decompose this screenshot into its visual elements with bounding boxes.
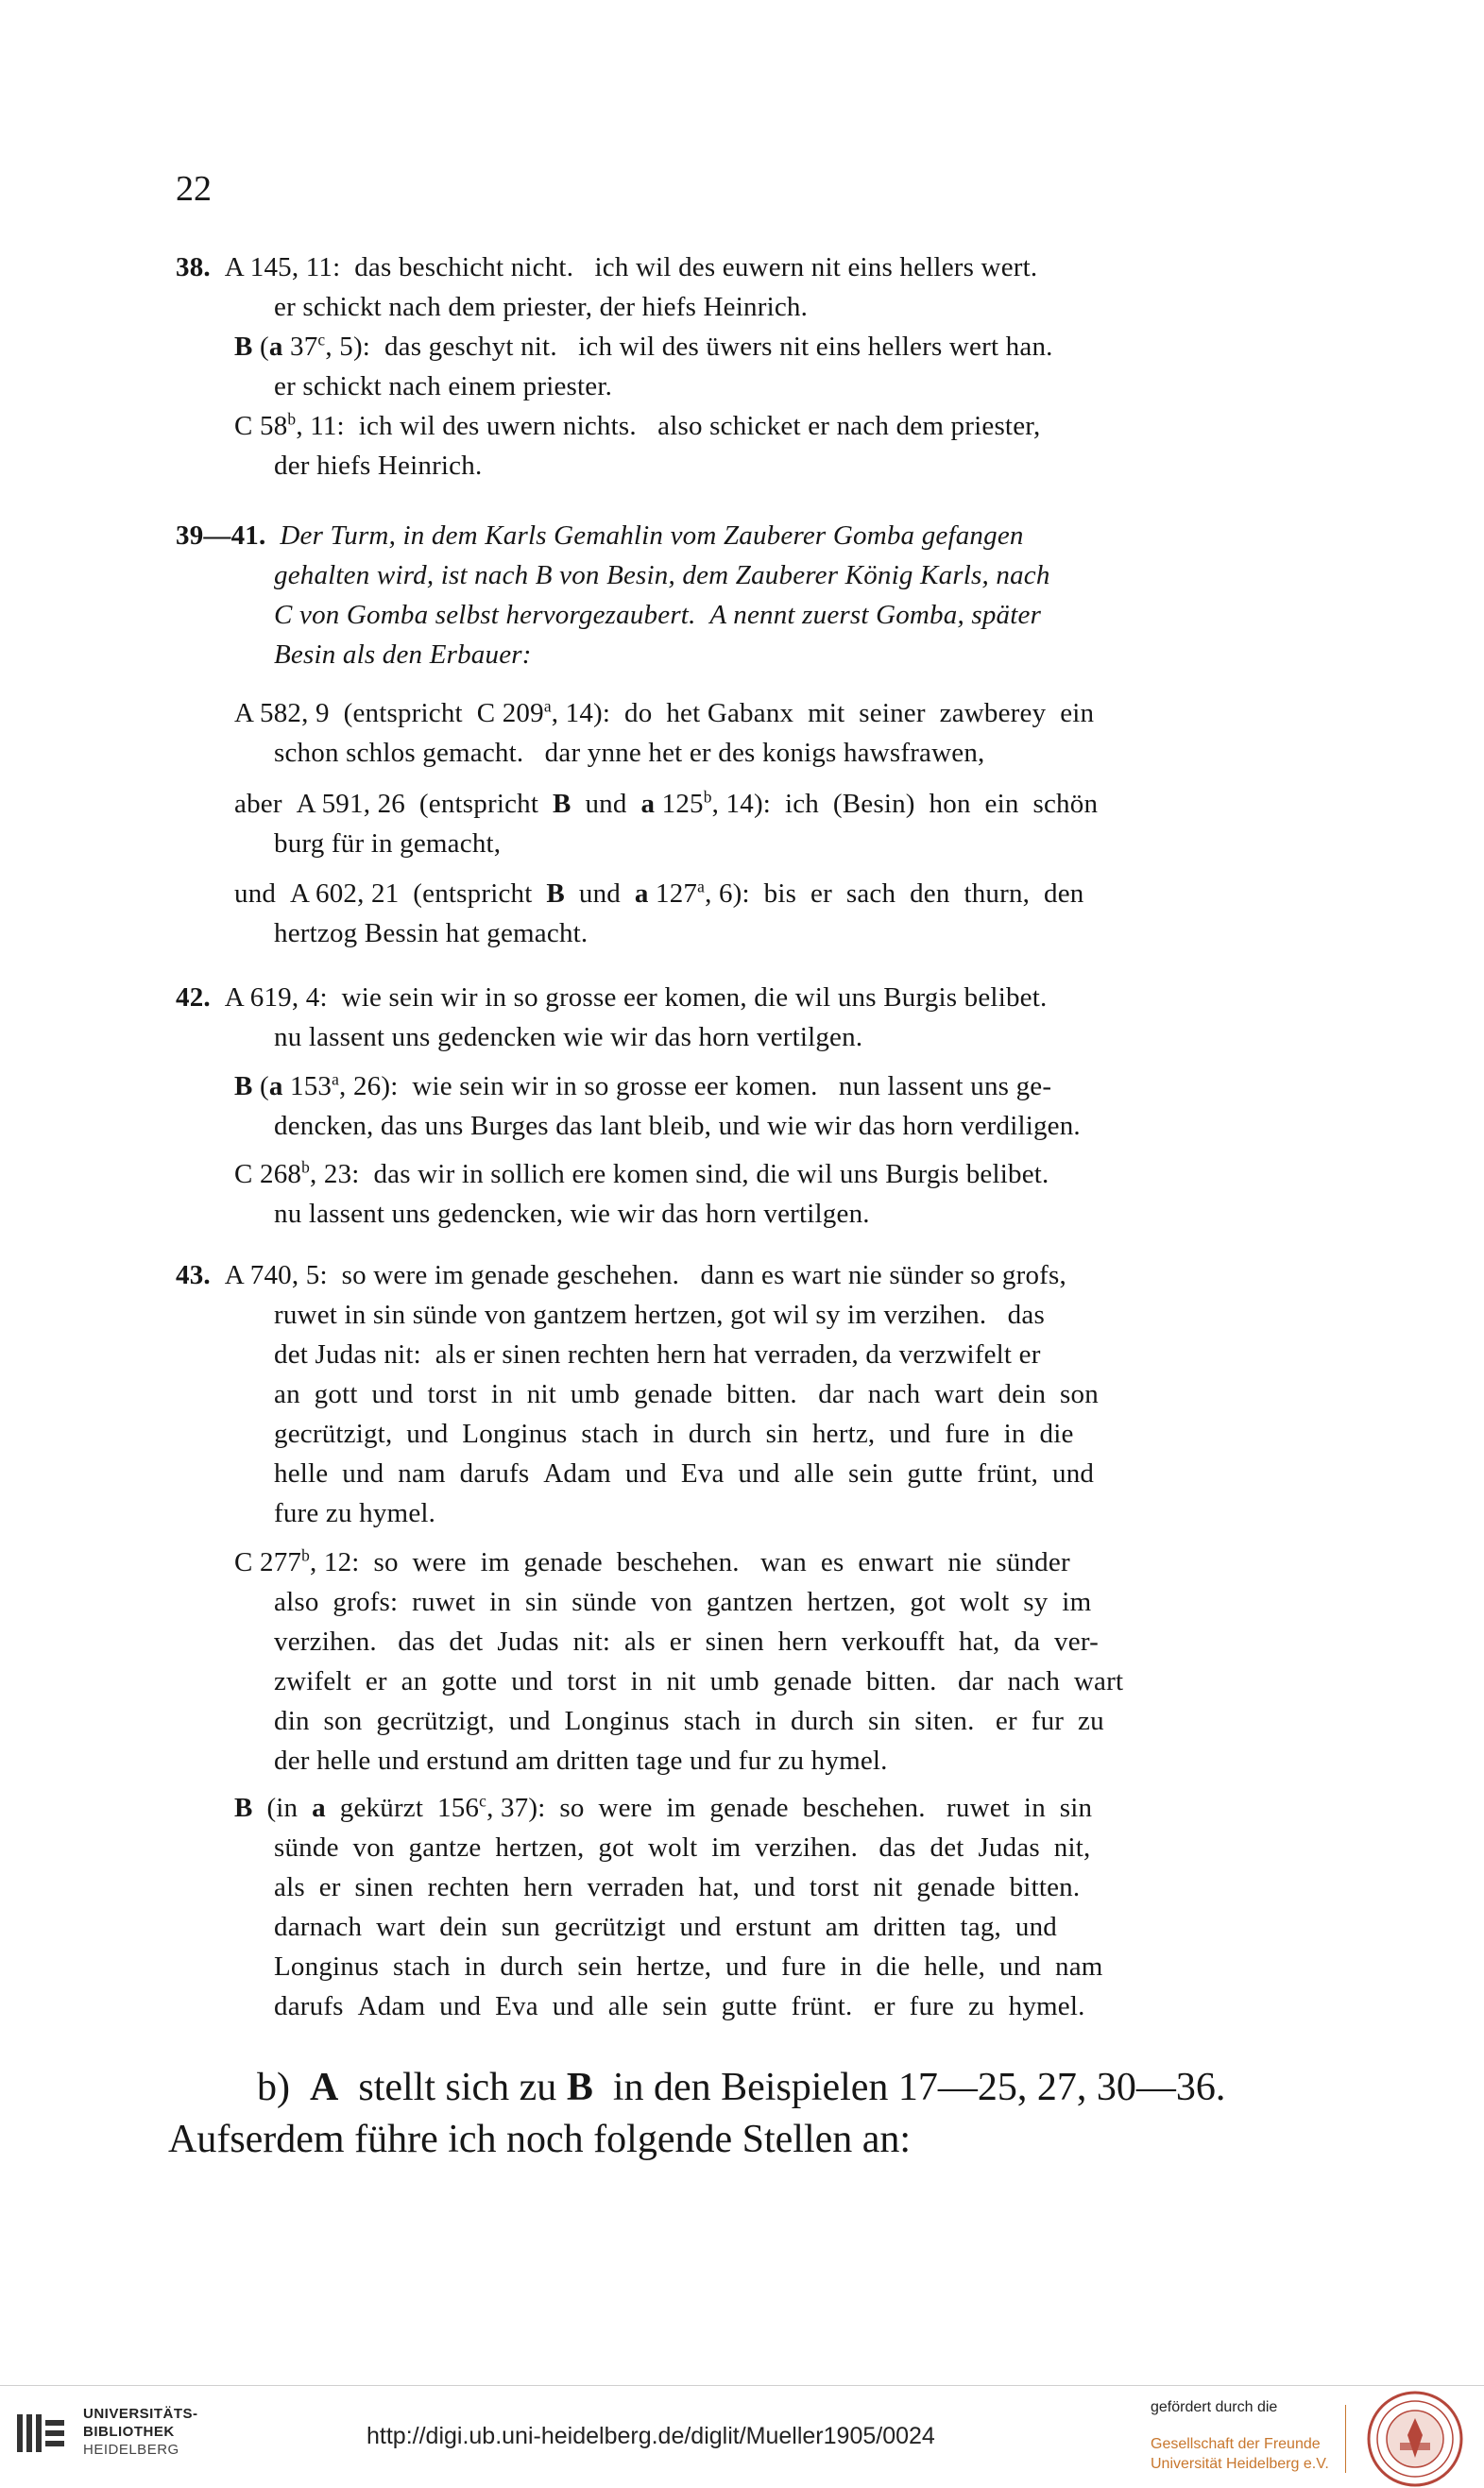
text-line: b) A stellt sich zu B in den Beispielen 17—25, 27, 30—36. bbox=[257, 2066, 1226, 2109]
text-line: zwifelt er an gotte und torst in nit umb genade bitten. dar nach wart bbox=[274, 1666, 1124, 1696]
text-line: also grofs: ruwet in sin sünde von gantzen hertzen, got wolt sy im bbox=[274, 1587, 1092, 1617]
text-line: nu lassent uns gedencken, wie wir das horn vertilgen. bbox=[274, 1199, 870, 1229]
text-line: 43. A 740, 5: so were im genade geschehen. dann es wart nie sünder so grofs, bbox=[176, 1260, 1066, 1290]
text-line: sünde von gantze hertzen, got wolt im verzihen. das det Judas nit, bbox=[274, 1832, 1091, 1863]
sponsor-line: Universität Heidelberg e.V. bbox=[1151, 2456, 1329, 2472]
text-line: Longinus stach in durch sein hertze, und fure in die helle, und nam bbox=[274, 1951, 1103, 1982]
library-line: BIBLIOTHEK bbox=[83, 2424, 175, 2440]
text-line: aber A 591, 26 (entspricht B und a 125$^b$, 14): ich (Besin) hon ein schön bbox=[234, 787, 1099, 819]
text-line: er schickt nach einem priester. bbox=[274, 371, 613, 401]
text-line: nu lassent uns gedencken wie wir das horn vertilgen. bbox=[274, 1022, 863, 1052]
text-line: darufs Adam und Eva und alle sein gutte frünt. er fure zu hymel. bbox=[274, 1991, 1085, 2021]
text-line: B (in a gekürzt 156$^c$, 37): so were im genade beschehen. ruwet in sin bbox=[234, 1791, 1093, 1823]
text-line: dencken, das uns Burges das lant bleib, und wie wir das horn verdiligen. bbox=[274, 1111, 1081, 1141]
university-library-name bbox=[83, 2405, 198, 2459]
footer-divider bbox=[0, 2385, 1484, 2386]
text-line: 42. A 619, 4: wie sein wir in so grosse eer komen, die wil uns Burgis belibet. bbox=[176, 982, 1048, 1013]
text-line: Besin als den Erbauer: bbox=[274, 639, 532, 670]
text-line: ruwet in sin sünde von gantzem hertzen, got wil sy im verzihen. das bbox=[274, 1300, 1045, 1330]
text-line: C 268$^b$, 23: das wir in sollich ere komen sind, die wil uns Burgis belibet. bbox=[234, 1157, 1049, 1189]
text-line: gehalten wird, ist nach B von Besin, dem Zauberer König Karls, nach bbox=[274, 560, 1050, 590]
text-line: verzihen. das det Judas nit: als er sinen hern verkoufft hat, da ver- bbox=[274, 1627, 1099, 1657]
sponsor-name bbox=[1151, 2434, 1329, 2474]
library-line: HEIDELBERG bbox=[83, 2442, 179, 2458]
source-url-link[interactable]: http://digi.ub.uni-heidelberg.de/diglit/Mueller1905/0024 bbox=[367, 2423, 935, 2449]
text-line: hertzog Bessin hat gemacht. bbox=[274, 918, 588, 948]
text-line: er schickt nach dem priester, der hiefs Heinrich. bbox=[274, 292, 809, 322]
text-line: din son gecrützigt, und Longinus stach in durch sin siten. er fur zu bbox=[274, 1706, 1104, 1736]
text-line: B (a 37$^c$, 5): das geschyt nit. ich wil des üwers nit eins hellers wert han. bbox=[234, 330, 1053, 362]
library-line: UNIVERSITÄTS- bbox=[83, 2406, 198, 2422]
text-line: 38. A 145, 11: das beschicht nicht. ich wil des euwern nit eins hellers wert. bbox=[176, 252, 1038, 282]
page-number: 22 bbox=[176, 169, 212, 209]
text-line: an gott und torst in nit umb genade bitten. dar nach wart dein son bbox=[274, 1379, 1099, 1409]
text-line: der helle und erstund am dritten tage und fur zu hymel. bbox=[274, 1746, 888, 1776]
university-library-logo-icon bbox=[13, 2405, 70, 2462]
text-line: schon schlos gemacht. dar ynne het er des konigs hawsfrawen, bbox=[274, 738, 985, 768]
text-line: C 277$^b$, 12: so were im genade beschehen. wan es enwart nie sünder bbox=[234, 1545, 1070, 1577]
text-line: helle und nam darufs Adam und Eva und alle sein gutte frünt, und bbox=[274, 1458, 1095, 1489]
text-line: 39—41. Der Turm, in dem Karls Gemahlin vom Zauberer Gomba gefangen bbox=[176, 520, 1024, 551]
text-line: gecrützigt, und Longinus stach in durch sin hertz, und fure in die bbox=[274, 1419, 1074, 1449]
text-line: Aufserdem führe ich noch folgende Stellen an: bbox=[168, 2118, 912, 2161]
text-line: darnach wart dein sun gecrützigt und erstunt am dritten tag, und bbox=[274, 1912, 1057, 1942]
text-line: als er sinen rechten hern verraden hat, und torst nit genade bitten. bbox=[274, 1872, 1081, 1902]
text-line: det Judas nit: als er sinen rechten hern hat verraden, da verzwifelt er bbox=[274, 1339, 1041, 1370]
sponsor-line: Gesellschaft der Freunde bbox=[1151, 2436, 1321, 2452]
text-line: A 582, 9 (entspricht C 209$^a$, 14): do het Gabanx mit seiner zawberey ein bbox=[234, 696, 1095, 728]
text-line: burg für in gemacht, bbox=[274, 828, 502, 859]
text-line: fure zu hymel. bbox=[274, 1498, 436, 1528]
university-seal-icon bbox=[1366, 2390, 1464, 2488]
text-line: der hiefs Heinrich. bbox=[274, 451, 483, 481]
text-line: B (a 153$^a$, 26): wie sein wir in so grosse eer komen. nun lassent uns ge- bbox=[234, 1069, 1052, 1101]
sponsor-divider bbox=[1345, 2405, 1346, 2473]
text-line: und A 602, 21 (entspricht B und a 127$^a$, 6): bis er sach den thurn, den bbox=[234, 877, 1084, 909]
sponsor-label: gefördert durch die bbox=[1151, 2399, 1278, 2415]
text-line: C von Gomba selbst hervorgezaubert. A nennt zuerst Gomba, später bbox=[274, 600, 1042, 630]
text-line: C 58$^b$, 11: ich wil des uwern nichts. also schicket er nach dem priester, bbox=[234, 409, 1041, 441]
